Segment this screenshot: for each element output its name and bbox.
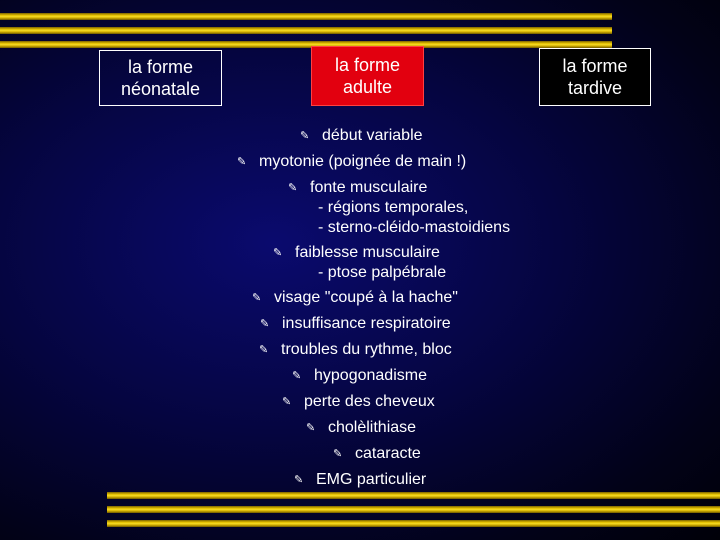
box-neonatale-line1: la forme <box>127 57 194 77</box>
list-item-text: début variable <box>322 127 423 144</box>
top-stripe-3 <box>0 41 612 48</box>
box-tardive-line1: la forme <box>562 56 628 76</box>
list-subitem: - régions temporales, <box>318 199 469 216</box>
box-adulte-line1: la forme <box>334 55 401 75</box>
list-item <box>294 470 426 490</box>
bottom-stripe-3 <box>107 520 720 527</box>
pointing-hand-icon: ✎ <box>237 156 247 168</box>
list-subitem: - sterno-cléido-mastoidiens <box>318 219 511 236</box>
box-forme-neonatale <box>99 50 222 106</box>
list-item-text: myotonie (poignée de main !) <box>259 153 467 170</box>
top-stripe-2 <box>0 27 612 34</box>
pointing-hand-icon: ✎ <box>282 396 292 408</box>
list-item <box>282 392 435 412</box>
list-subitem: - ptose palpébrale <box>318 264 447 281</box>
list-item-text: perte des cheveux <box>304 393 435 410</box>
list-item <box>259 340 452 360</box>
list-item-text: insuffisance respiratoire <box>282 315 451 332</box>
list-item-text: visage "coupé à la hache" <box>274 289 458 306</box>
list-item-text: hypogonadisme <box>314 367 427 384</box>
list-item <box>333 444 421 464</box>
box-adulte-line2: adulte <box>342 77 393 97</box>
pointing-hand-icon: ✎ <box>306 422 316 434</box>
pointing-hand-icon: ✎ <box>294 474 304 486</box>
list-item <box>252 288 458 308</box>
box-forme-tardive <box>539 48 651 106</box>
list-item-text: fonte musculaire <box>310 179 428 196</box>
pointing-hand-icon: ✎ <box>333 448 343 460</box>
list-item-text: EMG particulier <box>316 471 427 488</box>
box-tardive-line2: tardive <box>567 78 623 98</box>
list-item <box>260 314 451 334</box>
list-item-text: cholèlithiase <box>328 419 417 436</box>
pointing-hand-icon: ✎ <box>259 344 269 356</box>
bottom-stripe-2 <box>107 506 720 513</box>
list-item <box>273 243 440 263</box>
pointing-hand-icon: ✎ <box>288 182 298 194</box>
pointing-hand-icon: ✎ <box>252 292 262 304</box>
list-item <box>237 152 466 172</box>
box-neonatale-line2: néonatale <box>120 79 201 99</box>
list-item-text: cataracte <box>355 445 421 462</box>
pointing-hand-icon: ✎ <box>273 247 283 259</box>
pointing-hand-icon: ✎ <box>300 130 310 142</box>
box-forme-adulte <box>311 46 424 106</box>
list-item <box>288 178 427 198</box>
list-item <box>300 126 423 146</box>
list-item-text: troubles du rythme, bloc <box>281 341 452 358</box>
bottom-stripe-1 <box>107 492 720 499</box>
pointing-hand-icon: ✎ <box>260 318 270 330</box>
list-item <box>306 418 416 438</box>
top-stripe-1 <box>0 13 612 20</box>
pointing-hand-icon: ✎ <box>292 370 302 382</box>
list-item-text: faiblesse musculaire <box>295 244 440 261</box>
list-item <box>292 366 427 386</box>
